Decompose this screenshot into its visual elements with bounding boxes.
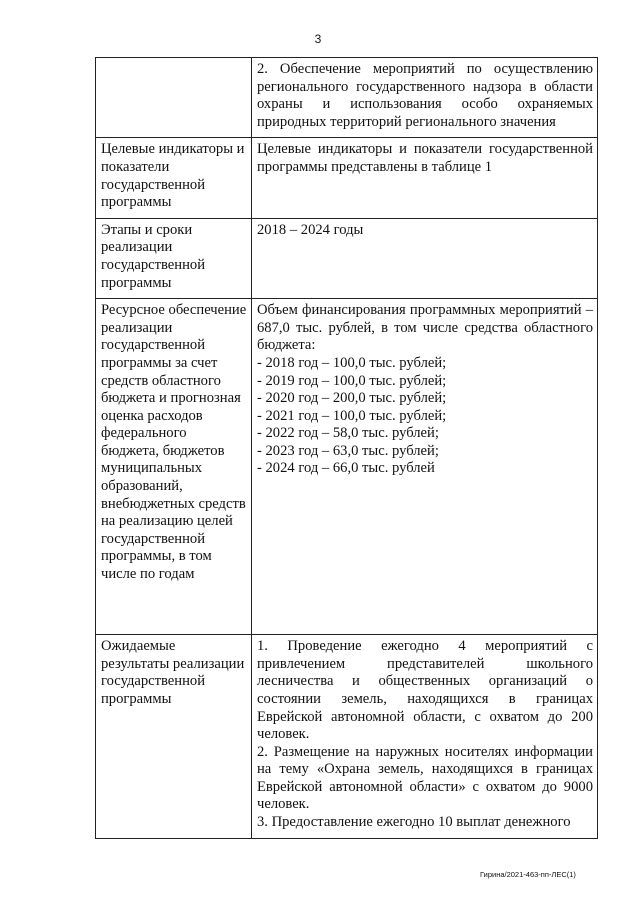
table-row: [96, 58, 598, 138]
value-line: - 2021 год – 100,0 тыс. рублей;: [257, 407, 447, 424]
row-value: [252, 218, 598, 298]
table-row: [96, 299, 598, 635]
row-value: [252, 58, 598, 138]
value-line: 2018 – 2024 годы: [257, 221, 364, 238]
page-number: 3: [314, 32, 322, 46]
row-label: Целевые индикаторы и показатели государственной программы: [96, 138, 252, 218]
value-line: - 2018 год – 100,0 тыс. рублей;: [257, 354, 447, 371]
value-line: 2. Обеспечение мероприятий по осуществлению регионального государственного надзора в области охраны и использования особо охраняемых природных территорий регионального значения: [257, 61, 593, 130]
value-line: 3. Предоставление ежегодно 10 выплат денежного: [257, 814, 571, 831]
program-passport-table: [95, 57, 598, 839]
row-label: Ожидаемые результаты реализации государственной программы: [96, 635, 252, 839]
value-line: - 2022 год – 58,0 тыс. рублей;: [257, 425, 439, 442]
table-row: [96, 218, 598, 298]
table-row: [96, 635, 598, 839]
table-row: [96, 138, 598, 218]
value-line: - 2020 год – 200,0 тыс. рублей;: [257, 390, 447, 407]
value-line: 2. Размещение на наружных носителях информации на тему «Охрана земель, находящихся в границах Еврейской автономной области» с охватом до 9000 человек.: [257, 743, 593, 813]
value-line: 1. Проведение ежегодно 4 мероприятий с привлечением представителей школьного лесничества и общественных организаций о состоянии земель, находящихся в границах Еврейской автономной области, с охватом до 200 человек.: [257, 638, 593, 743]
row-value: [252, 635, 598, 839]
row-label: Ресурсное обеспечение реализации государственной программы за счет средств областного бюджета и прогнозная оценка расходов федерального бюджета, бюджетов муниципальных образований, внебюджетных средств на реализацию целей государственной программы, в том числе по годам: [96, 299, 252, 635]
row-label: Этапы и сроки реализации государственной программы: [96, 218, 252, 298]
row-value: [252, 138, 598, 218]
row-value: [252, 299, 598, 635]
row-label: [96, 58, 252, 138]
value-line: Объем финансирования программных мероприятий – 687,0 тыс. рублей, в том числе средства областного бюджета:: [257, 302, 593, 354]
value-line: - 2023 год – 63,0 тыс. рублей;: [257, 442, 439, 459]
value-line: - 2019 год – 100,0 тыс. рублей;: [257, 372, 447, 389]
value-line: - 2024 год – 66,0 тыс. рублей: [257, 460, 435, 477]
value-line: Целевые индикаторы и показатели государственной программы представлены в таблице 1: [257, 141, 593, 175]
document-footer-code: Гирина/2021-463-пп-ЛЕС(1): [480, 870, 576, 879]
